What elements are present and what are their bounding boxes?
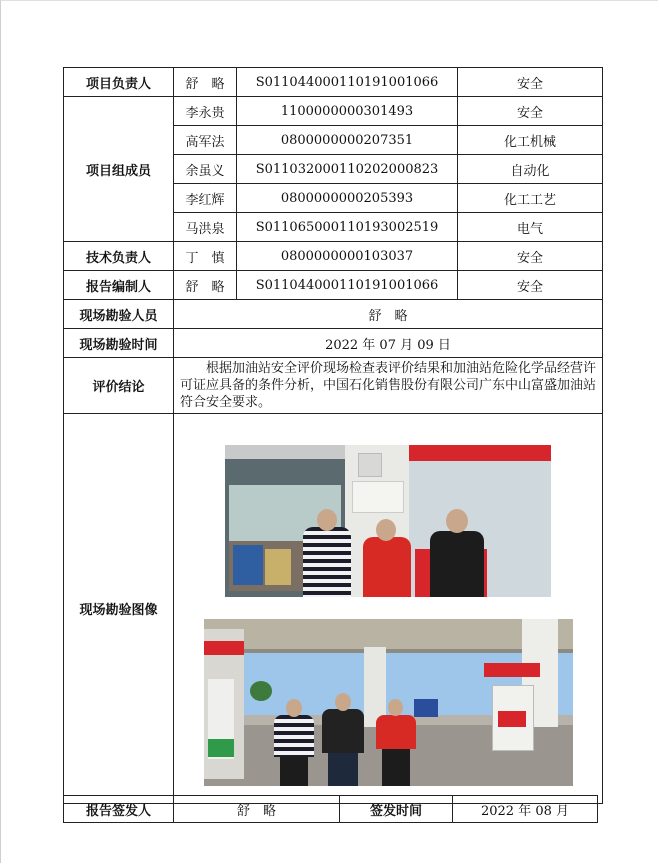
tech-row [64,242,603,271]
conclusion-row [64,358,603,414]
member-field: 自动化 [458,155,603,184]
conclusion-text: 根据加油站安全评价现场检查表评价结果和加油站危险化学品经营许可证应具备的条件分析，中国石化销售股份有限公司广东中山富盛加油站符合安全要求。 [180,361,597,410]
survey-time-row [64,329,603,358]
leader-label: 项目负责人 [64,68,174,97]
issue-date: 2022 年 08 月 [453,796,598,823]
member-field: 电气 [458,213,603,242]
issuer-name: 舒 略 [174,796,340,823]
compiler-id: S011044000110191001066 [237,271,458,300]
leader-row [64,68,603,97]
member-field: 化工工艺 [458,184,603,213]
member-id: S011065000110193002519 [237,213,458,242]
conclusion-text-cell [174,358,603,414]
signature-row [64,796,598,823]
images-label: 现场勘验图像 [64,414,174,804]
tech-name: 丁 慎 [174,242,237,271]
member-field: 安全 [458,97,603,126]
compiler-field: 安全 [458,271,603,300]
survey-time-label: 现场勘验时间 [64,329,174,358]
issue-date-label: 签发时间 [340,796,453,823]
leader-name: 舒 略 [174,68,237,97]
member-name: 李红辉 [174,184,237,213]
signature-table [63,795,598,823]
member-name: 李永贵 [174,97,237,126]
survey-staff-label: 现场勘验人员 [64,300,174,329]
conclusion-label: 评价结论 [64,358,174,414]
member-id: 1100000000301493 [237,97,458,126]
member-name: 高军法 [174,126,237,155]
members-label: 项目组成员 [64,97,174,242]
compiler-label: 报告编制人 [64,271,174,300]
survey-staff-row [64,300,603,329]
compiler-name: 舒 略 [174,271,237,300]
survey-time-value: 2022 年 07 月 09 日 [174,329,603,358]
project-info-table [63,67,603,804]
site-photo-forecourt [204,619,573,786]
leader-id: S011044000110191001066 [237,68,458,97]
member-name: 马洪泉 [174,213,237,242]
tech-label: 技术负责人 [64,242,174,271]
tech-id: 0800000000103037 [237,242,458,271]
site-photo-store [225,445,551,597]
member-row [64,97,603,126]
member-id: S011032000110202000823 [237,155,458,184]
images-cell [174,414,603,804]
member-name: 余虽义 [174,155,237,184]
member-id: 0800000000207351 [237,126,458,155]
issuer-label: 报告签发人 [64,796,174,823]
member-field: 化工机械 [458,126,603,155]
member-id: 0800000000205393 [237,184,458,213]
tech-field: 安全 [458,242,603,271]
images-row [64,414,603,804]
survey-staff-value: 舒 略 [174,300,603,329]
leader-field: 安全 [458,68,603,97]
compiler-row [64,271,603,300]
